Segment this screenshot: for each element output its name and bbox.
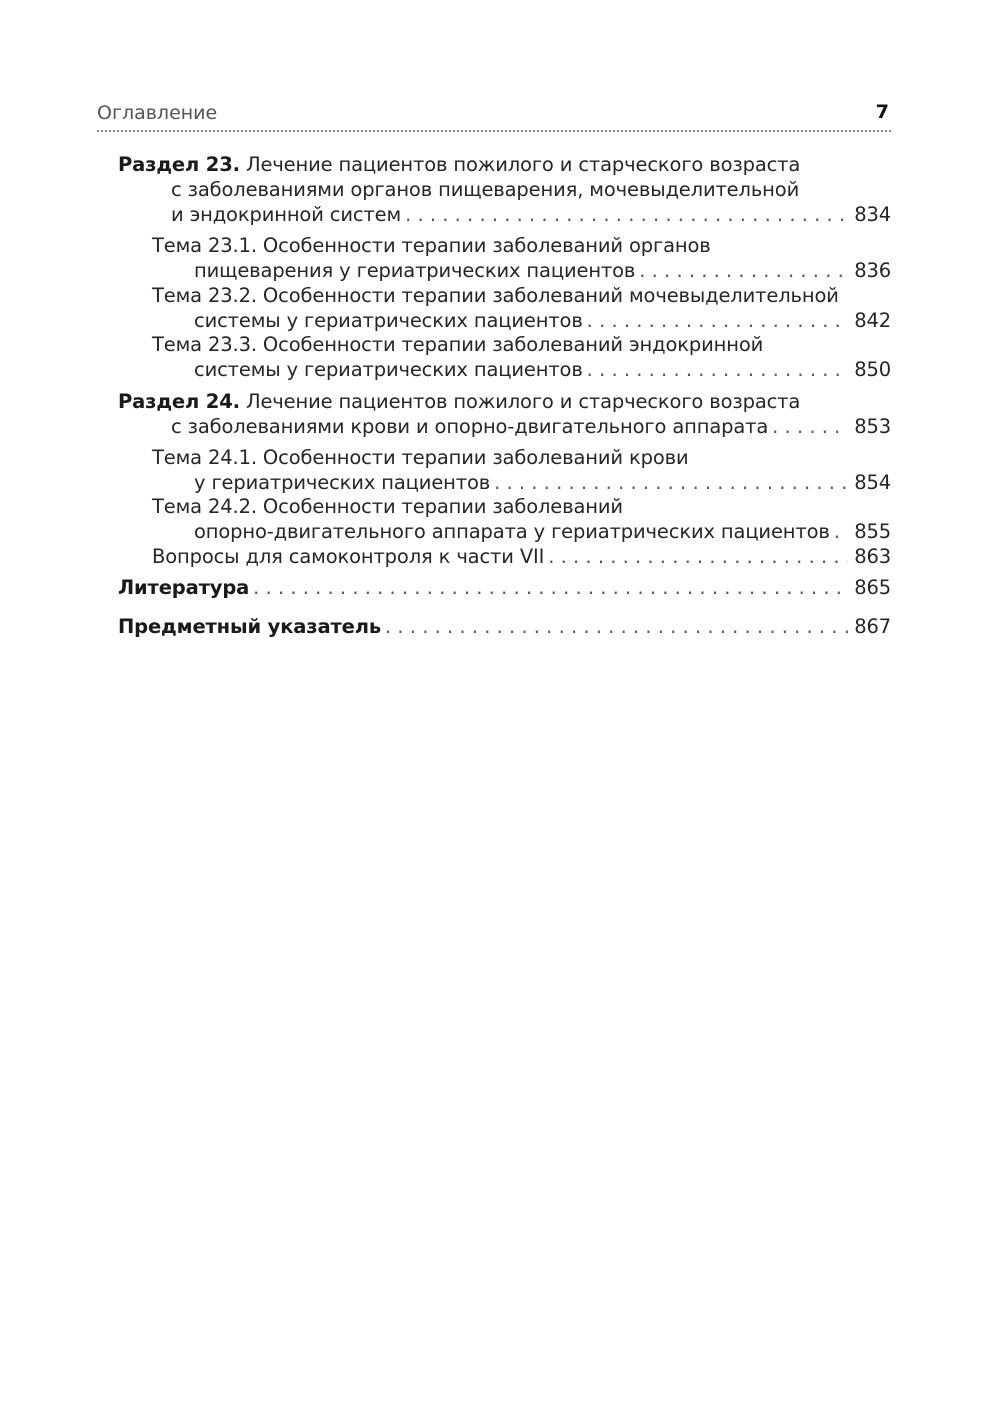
dot-leader [385,614,848,639]
toc-topic-23-1-line-1[interactable] [152,233,711,258]
section-23-title-line-2: с заболеваниями органов пищеварения, мочевыделительной [171,178,800,201]
toc-literature[interactable] [118,575,891,600]
dot-leader [587,308,849,333]
section-24-title-line-2: с заболеваниями крови и опорно-двигательного аппарата [171,415,769,438]
toc-topic-23-1-line-2[interactable] [194,258,891,283]
page-header [97,100,891,128]
toc-topic-24-2-line-1[interactable] [152,494,623,519]
topic-23-2-title-line-2: системы у гериатрических пациентов [194,309,583,332]
toc-topic-24-1-line-1[interactable] [152,445,689,470]
topic-23-3-title-line-1: Тема 23.3. Особенности терапии заболеваний эндокринной [152,333,764,356]
topic-23-3-title-line-2: системы у гериатрических пациентов [194,358,583,381]
topic-23-1-title-line-1: Тема 23.1. Особенности терапии заболеваний органов [152,234,711,257]
topic-23-1-page: 836 [854,259,891,282]
topic-23-2-page: 842 [854,309,891,332]
dot-leader [405,202,848,227]
literature-title: Литература [118,576,250,599]
subject-index-page: 867 [854,615,891,638]
topic-24-1-page: 854 [854,471,891,494]
toc-section-24-line-1[interactable] [118,389,800,414]
dot-leader [494,470,848,495]
topic-23-2-title-line-1: Тема 23.2. Особенности терапии заболеваний мочевыделительной [152,284,839,307]
questions-page: 863 [854,545,891,568]
dot-leader [639,258,848,283]
toc-topic-24-1-line-2[interactable] [194,470,891,495]
literature-page: 865 [854,576,891,599]
running-title: Оглавление [97,102,218,124]
toc-topic-23-2-line-1[interactable] [152,283,839,308]
section-24-label: Раздел 24. [118,390,240,413]
topic-24-2-title-line-2: опорно-двигательного аппарата у гериатрических пациентов [194,520,830,543]
dot-leader [772,414,848,439]
topic-24-2-title-line-1: Тема 24.2. Особенности терапии заболеваний [152,495,623,518]
topic-23-3-page: 850 [854,358,891,381]
toc-topic-23-2-line-2[interactable] [194,308,891,333]
section-23-title-line-3: и эндокринной систем [171,203,402,226]
topic-24-1-title-line-1: Тема 24.1. Особенности терапии заболеваний крови [152,446,689,469]
toc-section-24-line-2[interactable] [171,414,891,439]
toc-questions[interactable] [152,544,891,569]
topic-24-2-page: 855 [854,520,891,543]
header-divider [97,130,891,132]
dot-leader [587,357,849,382]
toc-section-23-line-3[interactable] [171,202,891,227]
subject-index-title: Предметный указатель [118,615,382,638]
dot-leader [548,544,848,569]
toc-topic-24-2-line-2[interactable] [194,519,891,544]
toc-subject-index[interactable] [118,614,891,639]
section-23-title-line-1: Лечение пациентов пожилого и старческого возраста [245,153,801,176]
dot-leader [834,519,848,544]
topic-24-1-title-line-2: у гериатрических пациентов [194,471,491,494]
page-number: 7 [875,101,889,123]
questions-title: Вопросы для самоконтроля к части VII [152,545,545,568]
toc-section-23-line-1[interactable] [118,152,800,177]
toc-topic-23-3-line-2[interactable] [194,357,891,382]
section-23-page: 834 [854,203,891,226]
topic-23-1-title-line-2: пищеварения у гериатрических пациентов [194,259,636,282]
section-24-page: 853 [854,415,891,438]
dot-leader [253,575,848,600]
toc-topic-23-3-line-1[interactable] [152,332,763,357]
toc-section-23-line-2 [171,177,799,202]
section-23-label: Раздел 23. [118,153,240,176]
section-24-title-line-1: Лечение пациентов пожилого и старческого возраста [245,390,801,413]
